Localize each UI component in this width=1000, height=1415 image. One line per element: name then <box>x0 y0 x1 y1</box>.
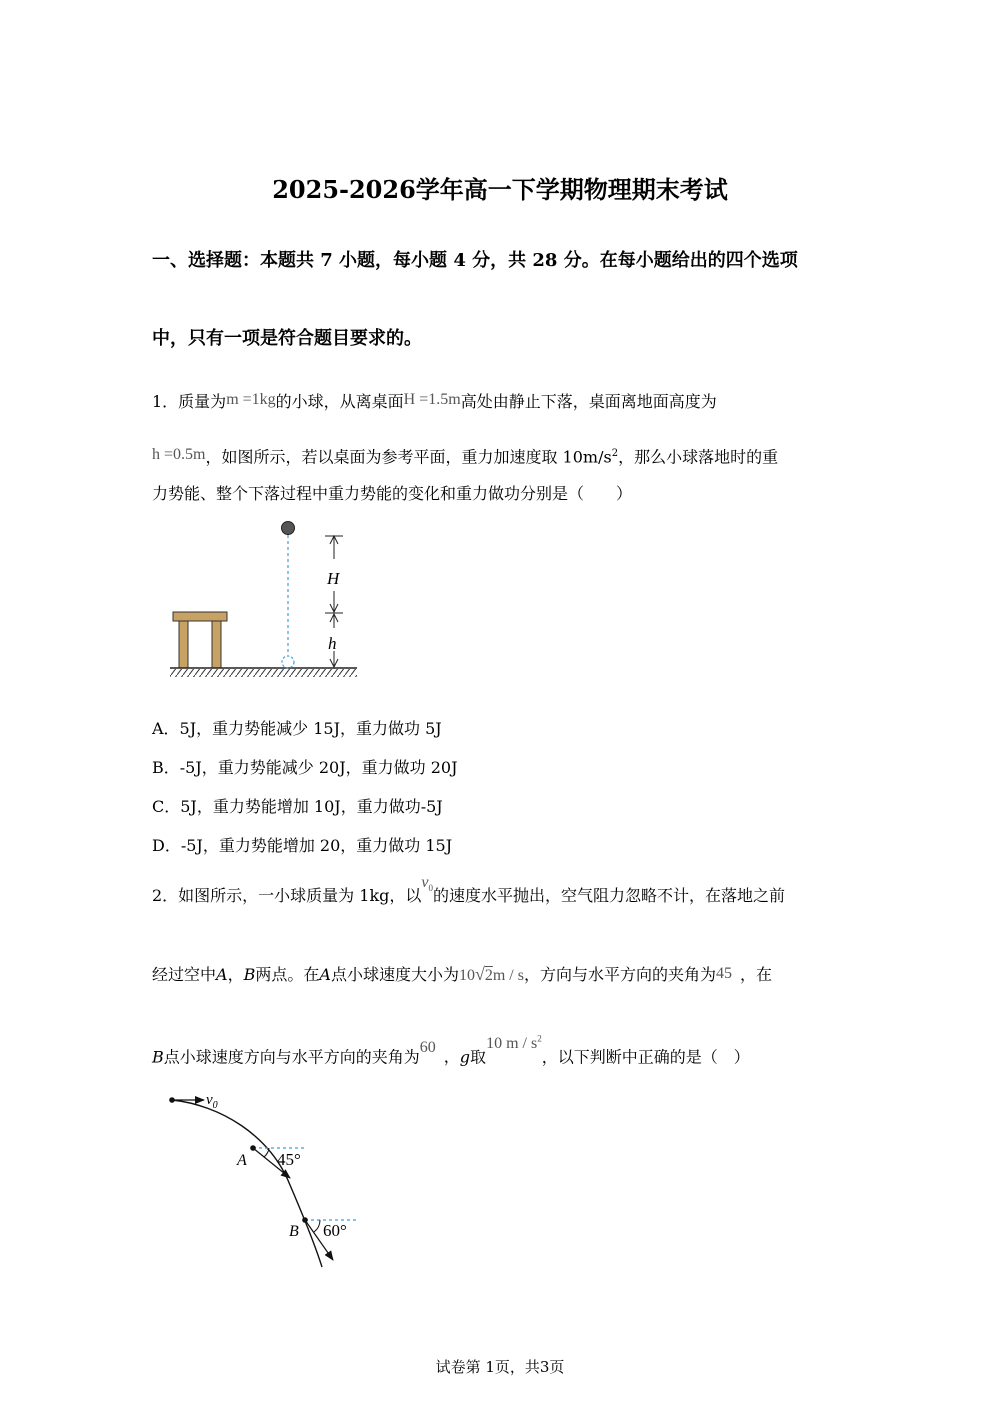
q2-line-3 <box>152 1034 750 1068</box>
q1-height-h: h =0.5m <box>152 446 206 464</box>
label-angle-45: 45° <box>277 1150 301 1169</box>
sqrt-icon: √ <box>474 964 485 984</box>
q2-text: 点小球速度大小为 <box>330 965 459 984</box>
ball-landing-icon <box>282 656 294 668</box>
q2-text: ， <box>227 965 244 984</box>
point-a-text: A <box>216 965 228 984</box>
q1-text: 1．质量为 <box>152 392 227 411</box>
label-h: h <box>328 634 337 653</box>
q1-text: ，那么小球落地时的重 <box>618 447 779 467</box>
ground-hatching <box>170 669 357 677</box>
q1-option-b: B．-5J，重力势能减少 20J，重力做功 20J <box>152 758 458 777</box>
section-heading-line-1: 一、选择题：本题共 7 小题，每小题 4 分，共 28 分。在每小题给出的四个选项 <box>152 250 798 271</box>
q1-line-2 <box>152 444 778 468</box>
q2-text: ，以下判断中正确的是（ ） <box>541 1047 750 1067</box>
label-angle-60: 60° <box>323 1221 347 1240</box>
g-value-text: 10 m / s <box>486 1035 538 1053</box>
speed-unit: m / s <box>492 967 524 984</box>
q1-line-3: 力势能、整个下落过程中重力势能的变化和重力做功分别是（ ） <box>152 484 633 503</box>
q2-text: 两点。在 <box>255 965 320 984</box>
angle-arc-a <box>264 1148 269 1157</box>
q1-text: 高处由静止下落，桌面离地面高度为 <box>460 392 717 411</box>
q1-line-1 <box>152 392 717 413</box>
point-a-text: A <box>319 965 331 984</box>
page-title: 2025-2026学年高一下学期物理期末考试 <box>272 175 728 204</box>
q1-figure <box>165 515 365 685</box>
speed-coefficient: 10 <box>458 967 475 984</box>
g-value-superscript: 2 <box>537 1034 542 1044</box>
q2-text: ，在 <box>739 965 772 984</box>
point-b-text: B <box>152 1047 164 1067</box>
q2-text: 的速度水平抛出，空气阻力忽略不计，在落地之前 <box>433 886 786 905</box>
q2-line-2 <box>152 964 772 986</box>
q1-option-d: D．-5J，重力势能增加 20，重力做功 15J <box>152 836 453 855</box>
q2-text: 2．如图所示，一小球质量为 1kg，以 <box>152 886 422 905</box>
label-H: H <box>327 569 340 588</box>
q2-text: 取 <box>470 1047 487 1067</box>
angle-arc-b <box>314 1220 320 1232</box>
launch-point <box>169 1097 175 1103</box>
q2-text: ，方向与水平方向的夹角为 <box>523 965 716 984</box>
angle-at-b: 60 <box>419 1039 436 1057</box>
ball-icon <box>282 522 295 535</box>
speed-at-a <box>458 964 524 984</box>
trajectory-curve <box>172 1100 322 1267</box>
q2-text: ， <box>443 1047 460 1067</box>
label-v0-main: v <box>206 1092 213 1108</box>
q1-superscript: 2 <box>611 448 619 459</box>
q2-v0 <box>421 874 433 894</box>
label-a: A <box>237 1152 247 1169</box>
page-footer: 试卷第 1页，共3页 <box>435 1358 565 1376</box>
q1-text: 的小球，从离桌面 <box>275 392 404 411</box>
v0-subscript: 0 <box>428 883 433 894</box>
point-b-text: B <box>243 965 256 984</box>
v0-symbol: v <box>421 874 429 891</box>
q1-option-c: C．5J，重力势能增加 10J，重力做功-5J <box>152 797 443 816</box>
q2-text: 点小球速度方向与水平方向的夹角为 <box>163 1047 420 1067</box>
angle-at-a: 45 <box>715 965 732 982</box>
q1-height-H: H =1.5m <box>403 391 461 408</box>
sqrt-radicand: 2 <box>484 967 493 984</box>
g-symbol: g <box>459 1047 471 1067</box>
q1-text: ，如图所示，若以桌面为参考平面，重力加速度取 10m/s <box>205 447 612 467</box>
label-v0-sub: 0 <box>212 1100 218 1111</box>
q2-text: 经过空中 <box>152 965 217 984</box>
q1-mass: m =1kg <box>226 391 276 408</box>
section-heading-line-2: 中，只有一项是符合题目要求的。 <box>152 328 422 349</box>
table <box>173 612 227 668</box>
q2-line-1 <box>152 874 786 912</box>
label-b: B <box>289 1223 299 1240</box>
q2-figure <box>160 1085 370 1270</box>
g-value <box>486 1035 542 1052</box>
q1-option-a: A．5J，重力势能减少 15J，重力做功 5J <box>152 719 442 738</box>
